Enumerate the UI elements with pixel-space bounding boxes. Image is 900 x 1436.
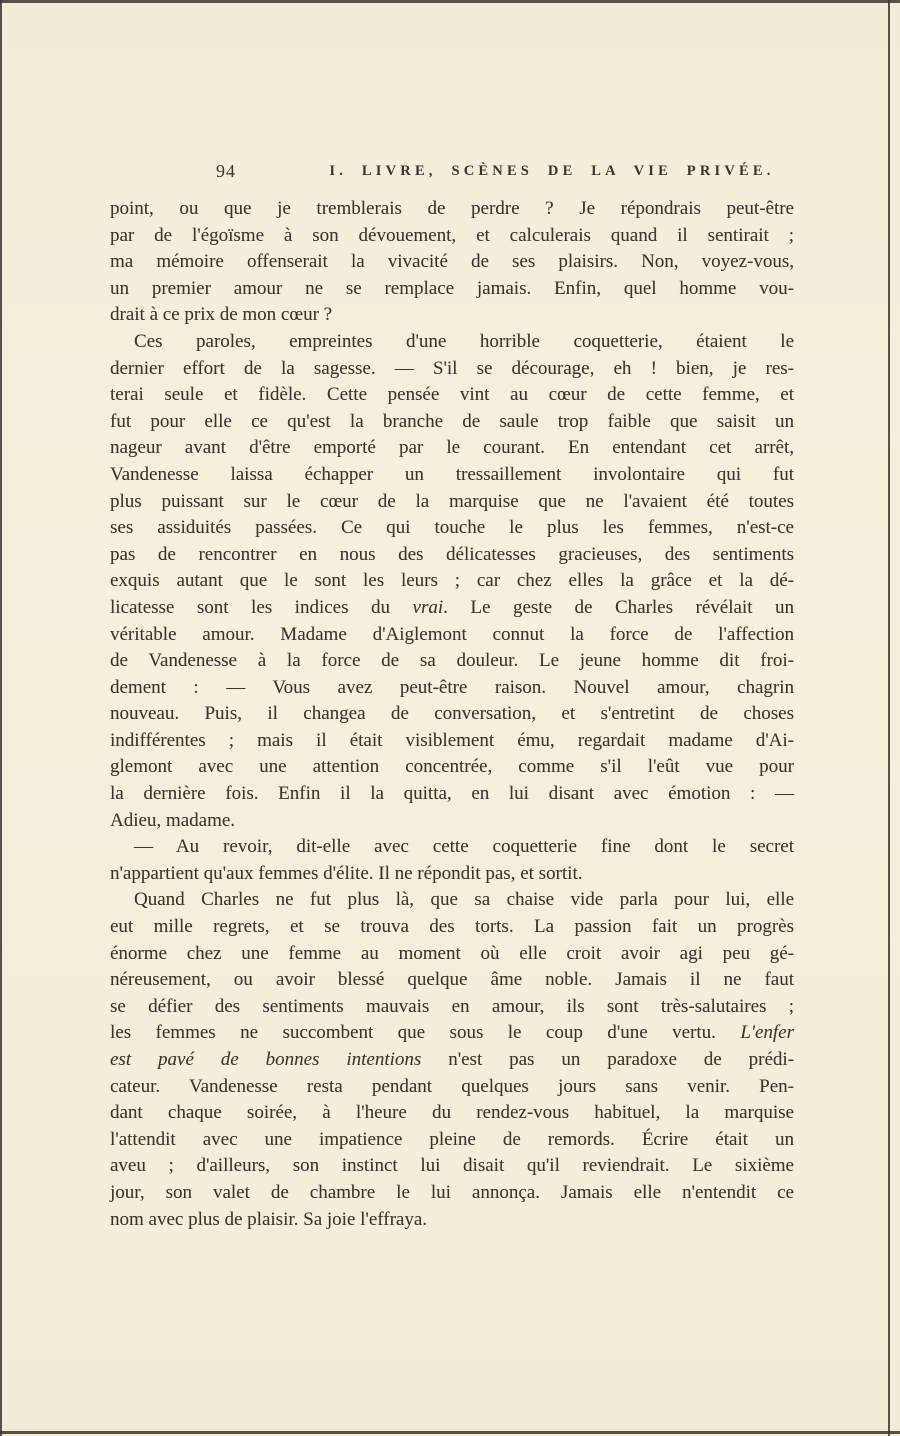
- text-segment: — Au revoir, dit-elle avec cette coquetterie fine dont le secret: [134, 836, 794, 858]
- text-segment: L'enfer: [740, 1022, 794, 1044]
- text-line: [110, 1153, 794, 1180]
- text-segment: ma mémoire offenserait la vivacité de ses plaisirs. Non, voyez-vous,: [110, 251, 794, 273]
- text-line: [110, 648, 794, 675]
- paragraph: [110, 329, 794, 834]
- text-line: [110, 382, 794, 409]
- text-line: [110, 1047, 794, 1074]
- text-segment: terai seule et fidèle. Cette pensée vint au cœur de cette femme, et: [110, 384, 794, 406]
- text-line: [110, 329, 794, 356]
- text-segment: un premier amour ne se remplace jamais. Enfin, quel homme vou-: [110, 277, 794, 299]
- text-line: [110, 1100, 794, 1127]
- text-segment: n'appartient qu'aux femmes d'élite. Il ne répondit pas, et sortit.: [110, 862, 583, 884]
- text-line: [110, 728, 794, 755]
- text-line: [110, 967, 794, 994]
- text-line: [110, 834, 794, 861]
- text-segment: plus puissant sur le cœur de la marquise que ne l'avaient été toutes: [110, 490, 794, 512]
- text-line: [110, 675, 794, 702]
- text-line: [110, 941, 794, 968]
- scan-edge-bottom: [0, 1431, 900, 1434]
- text-line: [110, 223, 794, 250]
- text-line: [110, 302, 794, 329]
- text-segment: nageur avant d'être emporté par le courant. En entendant cet arrêt,: [110, 437, 794, 459]
- text-segment: exquis autant que le sont les leurs ; car chez elles la grâce et la dé-: [110, 570, 794, 592]
- text-segment: nouveau. Puis, il changea de conversation, et s'entretint de choses: [110, 703, 794, 725]
- text-segment: point, ou que je tremblerais de perdre ? Je répondrais peut-être: [110, 198, 794, 219]
- text-segment: Quand Charles ne fut plus là, que sa chaise vide parla pour lui, elle: [134, 889, 794, 911]
- text-line: [110, 409, 794, 436]
- text-segment: glemont avec une attention concentrée, comme s'il l'eût vue pour: [110, 756, 794, 778]
- text-line: [110, 701, 794, 728]
- paragraph: [110, 196, 794, 329]
- text-segment: . Le geste de Charles révélait un: [443, 596, 794, 618]
- text-segment: est pavé de bonnes intentions: [110, 1049, 449, 1070]
- text-line: [110, 754, 794, 781]
- page-text: [110, 196, 794, 1233]
- text-line: [110, 1074, 794, 1101]
- text-segment: Adieu, madame.: [110, 809, 236, 831]
- text-line: [110, 356, 794, 383]
- text-segment: néreusement, ou avoir blessé quelque âme noble. Jamais il ne faut: [110, 969, 794, 991]
- text-segment: dement : — Vous avez peut-être raison. Nouvel amour, chagrin: [110, 676, 794, 698]
- text-segment: dernier effort de la sagesse. — S'il se décourage, eh ! bien, je res-: [110, 357, 794, 379]
- text-line: [110, 196, 794, 223]
- scan-edge-right: [888, 0, 890, 1436]
- text-line: [110, 1127, 794, 1154]
- text-segment: Ces paroles, empreintes d'une horrible coquetterie, étaient le: [134, 330, 794, 352]
- text-line: [110, 542, 794, 569]
- text-segment: cateur. Vandenesse resta pendant quelques jours sans venir. Pen-: [110, 1075, 794, 1097]
- text-segment: dant chaque soirée, à l'heure du rendez-vous habituel, la marquise: [110, 1102, 794, 1124]
- text-line: [110, 1020, 794, 1047]
- text-line: [110, 808, 794, 835]
- text-line: [110, 994, 794, 1021]
- paragraph: [110, 887, 794, 1233]
- text-segment: vrai: [412, 596, 444, 618]
- text-segment: eut mille regrets, et se trouva des torts. La passion fait un progrès: [110, 916, 794, 938]
- text-line: [110, 1180, 794, 1207]
- text-segment: ses assiduités passées. Ce qui touche le plus les femmes, n'est-ce: [110, 517, 794, 539]
- text-segment: Vandenesse laissa échapper un tressaillement involontaire qui fut: [110, 463, 794, 485]
- paragraph: [110, 834, 794, 887]
- text-segment: les femmes ne succombent que sous le coup d'une vertu.: [110, 1022, 741, 1044]
- text-segment: énorme chez une femme au moment où elle croit avoir agi peu gé-: [110, 942, 794, 964]
- text-line: [110, 861, 794, 888]
- page-number: 94: [216, 161, 236, 181]
- text-segment: licatesse sont les indices du: [110, 596, 413, 618]
- text-segment: jour, son valet de chambre le lui annonça. Jamais elle n'entendit ce: [110, 1181, 794, 1203]
- text-line: [110, 781, 794, 808]
- text-line: [110, 435, 794, 462]
- text-segment: la dernière fois. Enfin il la quitta, en lui disant avec émotion : —: [110, 783, 794, 805]
- text-line: [110, 462, 794, 489]
- text-line: [110, 887, 794, 914]
- text-line: [110, 622, 794, 649]
- text-segment: pas de rencontrer en nous des délicatesses gracieuses, des sentiments: [110, 543, 794, 565]
- text-line: [110, 595, 794, 622]
- text-segment: drait à ce prix de mon cœur ?: [110, 304, 333, 326]
- text-segment: se défier des sentiments mauvais en amour, ils sont très-salutaires ;: [110, 995, 794, 1017]
- text-line: [110, 249, 794, 276]
- scan-edge-left: [0, 0, 2, 1436]
- text-segment: par de l'égoïsme à son dévouement, et calculerais quand il sentirait ;: [110, 224, 794, 246]
- text-segment: véritable amour. Madame d'Aiglemont connut la force de l'affection: [110, 623, 794, 645]
- text-segment: fut pour elle ce qu'est la branche de saule trop faible que saisit un: [110, 410, 794, 432]
- text-segment: indifférentes ; mais il était visiblement ému, regardait madame d'Ai-: [110, 729, 794, 751]
- text-segment: nom avec plus de plaisir. Sa joie l'effraya.: [110, 1208, 428, 1230]
- text-line: [110, 276, 794, 303]
- text-line: [110, 568, 794, 595]
- text-segment: de Vandenesse à la force de sa douleur. Le jeune homme dit froi-: [110, 650, 794, 672]
- text-line: [110, 914, 794, 941]
- running-header-title: I. LIVRE, SCÈNES DE LA VIE PRIVÉE.: [329, 163, 775, 179]
- text-segment: aveu ; d'ailleurs, son instinct lui disait qu'il reviendrait. Le sixième: [110, 1155, 794, 1177]
- text-line: [110, 489, 794, 516]
- running-header: [0, 161, 900, 185]
- text-line: [110, 515, 794, 542]
- text-line: [110, 1207, 794, 1234]
- scan-edge-top: [0, 0, 900, 3]
- text-segment: l'attendit avec une impatience pleine de remords. Écrire était un: [110, 1128, 794, 1150]
- text-segment: n'est pas un paradoxe de prédi-: [448, 1049, 794, 1070]
